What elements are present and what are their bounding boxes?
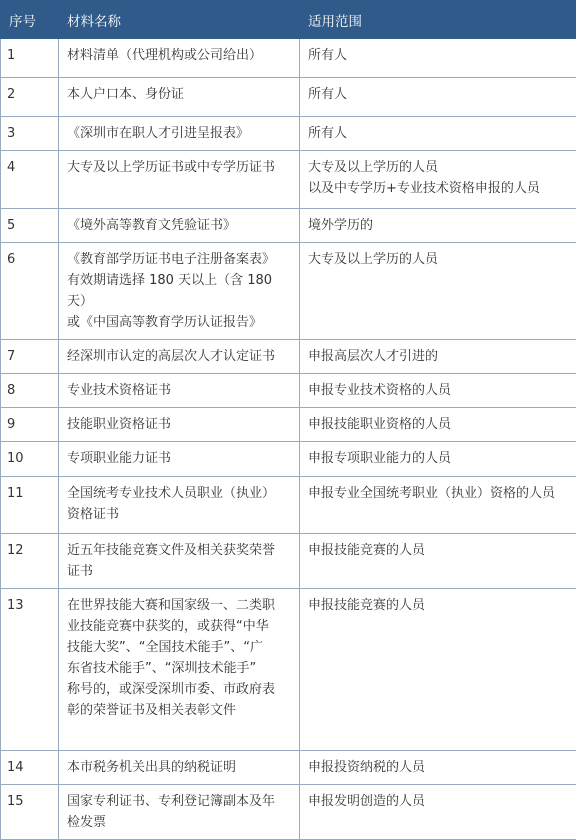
table-row (1, 340, 576, 374)
table-header (1, 1, 576, 39)
header-row (1, 1, 576, 39)
table-row (1, 477, 576, 534)
cell-scope: 所有人 (300, 117, 576, 151)
cell-material-name: 近五年技能竞赛文件及相关获奖荣誉 证书 (59, 534, 300, 589)
header-scope: 适用范围 (300, 1, 576, 39)
cell-material-name: 专业技术资格证书 (59, 374, 300, 408)
cell-scope: 所有人 (300, 39, 576, 78)
cell-index: 5 (1, 209, 59, 243)
cell-index: 1 (1, 39, 59, 78)
cell-scope: 申报技能竞赛的人员 (300, 589, 576, 751)
header-material-name: 材料名称 (59, 1, 300, 39)
cell-index: 14 (1, 751, 59, 785)
table-row (1, 408, 576, 442)
cell-material-name: 经深圳市认定的高层次人才认定证书 (59, 340, 300, 374)
table-row (1, 785, 576, 840)
cell-index: 11 (1, 477, 59, 534)
cell-index: 9 (1, 408, 59, 442)
cell-index: 12 (1, 534, 59, 589)
table-row (1, 78, 576, 117)
cell-index: 6 (1, 243, 59, 340)
table-row (1, 751, 576, 785)
cell-scope: 申报高层次人才引进的 (300, 340, 576, 374)
cell-index: 4 (1, 151, 59, 209)
table-row (1, 243, 576, 340)
table-row (1, 39, 576, 78)
cell-index: 2 (1, 78, 59, 117)
cell-scope: 申报专项职业能力的人员 (300, 442, 576, 477)
cell-scope: 大专及以上学历的人员 以及中专学历+专业技术资格申报的人员 (300, 151, 576, 209)
cell-index: 3 (1, 117, 59, 151)
table-row (1, 117, 576, 151)
cell-material-name: 全国统考专业技术人员职业（执业） 资格证书 (59, 477, 300, 534)
header-index: 序号 (1, 1, 59, 39)
cell-material-name: 本市税务机关出具的纳税证明 (59, 751, 300, 785)
table-body (1, 39, 576, 840)
cell-material-name: 本人户口本、身份证 (59, 78, 300, 117)
cell-material-name: 材料清单（代理机构或公司给出） (59, 39, 300, 78)
table-row (1, 534, 576, 589)
cell-material-name: 《境外高等教育文凭验证书》 (59, 209, 300, 243)
table-row (1, 209, 576, 243)
cell-material-name: 《深圳市在职人才引进呈报表》 (59, 117, 300, 151)
cell-scope: 申报专业技术资格的人员 (300, 374, 576, 408)
cell-material-name: 专项职业能力证书 (59, 442, 300, 477)
cell-material-name: 在世界技能大赛和国家级一、二类职 业技能竞赛中获奖的，或获得“中华 技能大奖”、“全国技术能手”、“广 东省技术能手”、“深圳技术能手” 称号的，或深受深圳市委、市政府表 彰的荣誉证书及相关表彰文件 (59, 589, 300, 751)
table-row (1, 151, 576, 209)
cell-scope: 申报技能职业资格的人员 (300, 408, 576, 442)
cell-scope: 申报专业全国统考职业（执业）资格的人员 (300, 477, 576, 534)
cell-scope: 境外学历的 (300, 209, 576, 243)
table-row (1, 374, 576, 408)
table-row (1, 589, 576, 751)
cell-material-name: 《教育部学历证书电子注册备案表》 有效期请选择 180 天以上（含 180 天） 或《中国高等教育学历认证报告》 (59, 243, 300, 340)
cell-index: 13 (1, 589, 59, 751)
cell-material-name: 大专及以上学历证书或中专学历证书 (59, 151, 300, 209)
cell-material-name: 技能职业资格证书 (59, 408, 300, 442)
table-row (1, 442, 576, 477)
cell-index: 10 (1, 442, 59, 477)
cell-scope: 大专及以上学历的人员 (300, 243, 576, 340)
cell-material-name: 国家专利证书、专利登记簿副本及年 检发票 (59, 785, 300, 840)
cell-index: 8 (1, 374, 59, 408)
cell-scope: 所有人 (300, 78, 576, 117)
cell-index: 7 (1, 340, 59, 374)
cell-index: 15 (1, 785, 59, 840)
cell-scope: 申报投资纳税的人员 (300, 751, 576, 785)
cell-scope: 申报发明创造的人员 (300, 785, 576, 840)
cell-scope: 申报技能竞赛的人员 (300, 534, 576, 589)
